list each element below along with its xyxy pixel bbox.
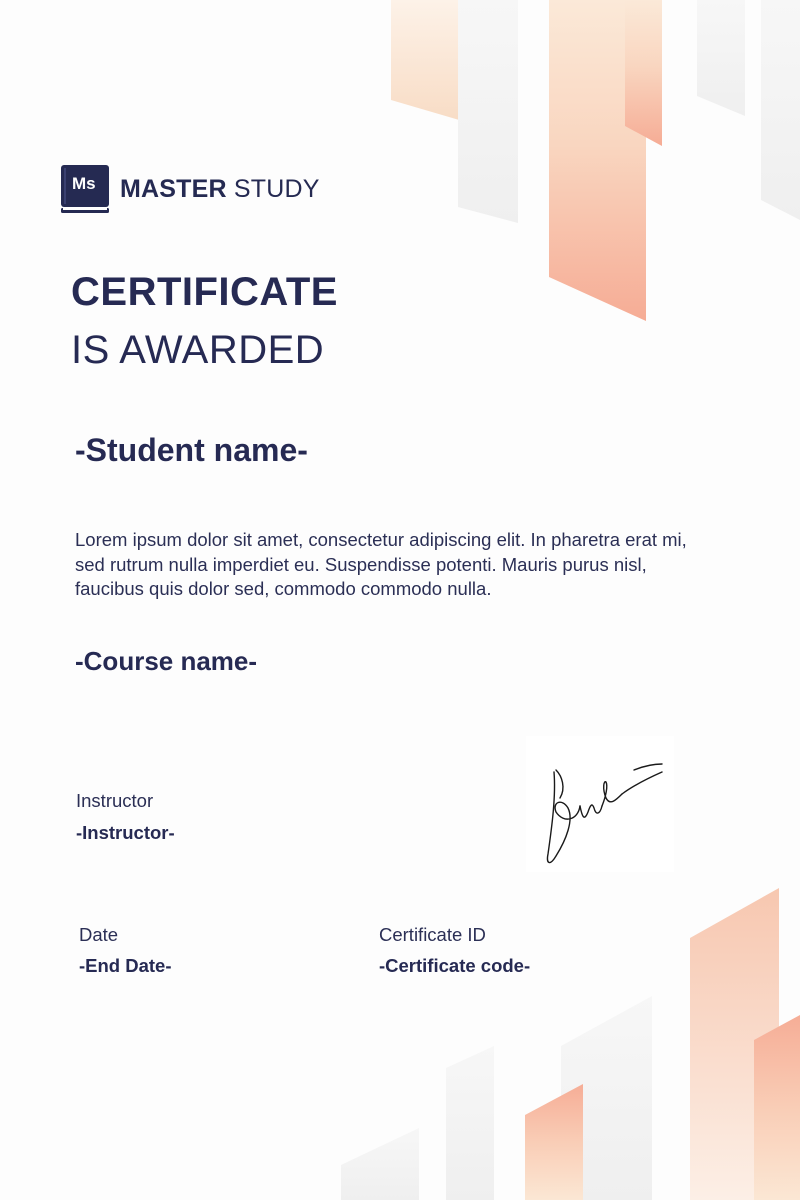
deco-shape — [625, 0, 662, 146]
student-name: -Student name- — [75, 432, 308, 468]
deco-shape — [761, 0, 800, 220]
certificate-description: Lorem ipsum dolor sit amet, consectetur adipiscing elit. In pharetra erat mi, sed rutrum nulla imperdiet eu. Suspendisse potenti. Mauris purus nisl, faucibus quis dolor sed, commodo commodo nulla. — [75, 529, 687, 599]
brand-name-bold: MASTER — [120, 174, 227, 203]
instructor-label: Instructor — [76, 790, 154, 811]
handwritten-signature — [526, 736, 674, 872]
book-logo-icon — [60, 164, 110, 214]
deco-shape — [690, 888, 779, 1200]
brand-logo — [60, 164, 320, 214]
certificate-title: CERTIFICATE — [71, 270, 338, 314]
certificate-id-value: -Certificate code- — [379, 955, 531, 976]
logo-initials: Ms — [72, 174, 96, 193]
course-name: -Course name- — [75, 646, 258, 676]
deco-shape — [341, 1128, 419, 1200]
deco-shape — [561, 996, 652, 1200]
deco-shape — [391, 0, 466, 122]
deco-shape — [525, 1084, 583, 1200]
deco-shape — [446, 1046, 494, 1200]
deco-shape — [697, 0, 745, 116]
date-label: Date — [79, 924, 119, 945]
brand-name-light: STUDY — [233, 174, 320, 203]
instructor-value: -Instructor- — [76, 822, 175, 843]
deco-shape — [549, 0, 646, 321]
deco-shape — [754, 1015, 800, 1200]
certificate-id-label: Certificate ID — [379, 924, 486, 945]
date-value: -End Date- — [79, 955, 172, 976]
certificate-subtitle: IS AWARDED — [71, 328, 325, 372]
brand-name — [120, 175, 320, 204]
deco-shape — [458, 0, 518, 223]
